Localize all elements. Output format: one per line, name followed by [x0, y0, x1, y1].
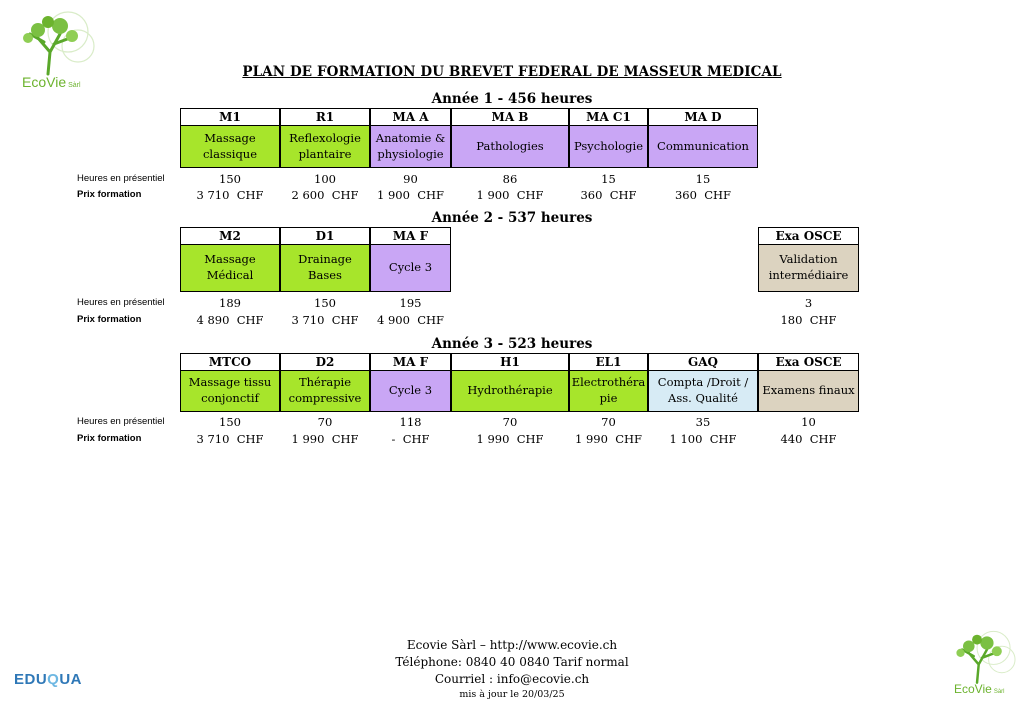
module-hours: 15	[601, 172, 616, 186]
module-price	[569, 432, 648, 446]
currency: CHF	[609, 188, 637, 202]
module-price	[648, 188, 758, 202]
module-price	[370, 432, 451, 446]
price-row-label: Prix formation	[77, 314, 142, 325]
module-price	[280, 313, 370, 327]
module-code: MA A	[370, 108, 451, 127]
price-value: 1 990	[574, 432, 608, 446]
module-hours: 118	[399, 415, 422, 429]
price-value: 3 710	[196, 432, 230, 446]
currency: CHF	[709, 432, 737, 446]
module-code: GAQ	[648, 353, 758, 372]
price-value: -	[391, 432, 396, 446]
module-code: Exa OSCE	[758, 227, 859, 246]
module-price	[180, 432, 280, 446]
module-code: M1	[180, 108, 280, 127]
module-name: Massage classique	[180, 125, 280, 168]
year-title: Année 1 - 456 heures	[431, 91, 593, 107]
ecovie-logo	[8, 8, 100, 94]
price-value: 4 890	[196, 313, 230, 327]
ecovie-logo-footer	[944, 628, 1020, 700]
currency: CHF	[516, 432, 544, 446]
module-code: H1	[451, 353, 569, 372]
module-hours: 150	[314, 296, 336, 310]
currency: CHF	[331, 432, 359, 446]
footer-updated: mis à jour le 20/03/25	[459, 689, 565, 700]
module-name: Massage Médical	[180, 244, 280, 292]
logo-brand: EcoVie Sàrl	[22, 74, 81, 90]
module-hours: 189	[219, 296, 241, 310]
page-title: PLAN DE FORMATION DU BREVET FEDERAL DE MASSEUR MEDICAL	[242, 64, 782, 80]
module-hours: 100	[314, 172, 336, 186]
module-name: Drainage Bases	[280, 244, 370, 292]
module-code: Exa OSCE	[758, 353, 859, 372]
module-hours: 86	[502, 172, 518, 186]
module-name: Pathologies	[451, 125, 569, 168]
module-price	[280, 188, 370, 202]
price-value: 1 900	[376, 188, 410, 202]
module-hours: 70	[601, 415, 616, 429]
price-value: 4 900	[376, 313, 410, 327]
currency: CHF	[417, 188, 445, 202]
module-code: EL1	[569, 353, 648, 372]
currency: CHF	[402, 432, 430, 446]
module-code: M2	[180, 227, 280, 246]
module-price	[569, 188, 648, 202]
currency: CHF	[331, 188, 359, 202]
module-name: Cycle 3	[370, 244, 451, 292]
module-hours: 90	[403, 172, 418, 186]
price-value: 2 600	[291, 188, 325, 202]
module-price	[180, 313, 280, 327]
logo-brand: EcoVie Sàrl	[954, 682, 1005, 696]
module-price	[758, 432, 859, 446]
tree-icon	[944, 628, 1020, 686]
price-row-label: Prix formation	[77, 189, 142, 200]
currency: CHF	[236, 188, 264, 202]
module-name: Psychologie	[569, 125, 648, 168]
module-name: Validation intermédiaire	[758, 244, 859, 292]
module-price	[758, 313, 859, 327]
price-value: 360	[674, 188, 697, 202]
module-hours: 70	[502, 415, 518, 429]
module-price	[280, 432, 370, 446]
price-value: 360	[580, 188, 603, 202]
year-title: Année 3 - 523 heures	[431, 336, 593, 352]
module-code: MA B	[451, 108, 569, 127]
module-code: D2	[280, 353, 370, 372]
currency: CHF	[704, 188, 732, 202]
price-value: 1 900	[476, 188, 510, 202]
module-code: MA F	[370, 227, 451, 246]
module-price	[180, 188, 280, 202]
price-value: 3 710	[196, 188, 230, 202]
module-price	[370, 313, 451, 327]
price-row-label: Prix formation	[77, 433, 142, 444]
currency: CHF	[516, 188, 544, 202]
module-name: Massage tissu conjonctif	[180, 370, 280, 412]
footer-email: Courriel : info@ecovie.ch	[434, 672, 590, 686]
module-name: Thérapie compressive	[280, 370, 370, 412]
footer-website: Ecovie Sàrl – http://www.ecovie.ch	[406, 638, 618, 652]
module-code: MTCO	[180, 353, 280, 372]
module-name: Reflexologie plantaire	[280, 125, 370, 168]
module-code: R1	[280, 108, 370, 127]
module-price	[451, 432, 569, 446]
module-code: MA D	[648, 108, 758, 127]
eduqua-logo: EDUQUA	[14, 671, 83, 688]
module-price	[648, 432, 758, 446]
module-code: MA F	[370, 353, 451, 372]
module-hours: 3	[804, 296, 813, 310]
currency: CHF	[417, 313, 445, 327]
currency: CHF	[236, 432, 264, 446]
hours-row-label: Heures en présentiel	[77, 297, 165, 308]
module-hours: 15	[695, 172, 711, 186]
module-name: Hydrothérapie	[451, 370, 569, 412]
currency: CHF	[809, 432, 837, 446]
hours-row-label: Heures en présentiel	[77, 173, 165, 184]
price-value: 3 710	[291, 313, 325, 327]
module-price	[370, 188, 451, 202]
currency: CHF	[615, 432, 643, 446]
currency: CHF	[236, 313, 264, 327]
module-name: Compta /Droit / Ass. Qualité	[648, 370, 758, 412]
hours-row-label: Heures en présentiel	[77, 416, 165, 427]
module-hours: 150	[219, 415, 241, 429]
module-hours: 195	[399, 296, 422, 310]
year-title: Année 2 - 537 heures	[431, 210, 593, 226]
footer-phone: Téléphone: 0840 40 0840 Tarif normal	[395, 655, 629, 669]
module-hours: 150	[219, 172, 241, 186]
currency: CHF	[809, 313, 837, 327]
module-name: Communication	[648, 125, 758, 168]
module-name: Anatomie & physiologie	[370, 125, 451, 168]
module-name: Electrothéra pie	[569, 370, 648, 412]
price-value: 1 100	[669, 432, 703, 446]
price-value: 180	[780, 313, 803, 327]
module-hours: 70	[317, 415, 333, 429]
price-value: 440	[780, 432, 803, 446]
module-name: Cycle 3	[370, 370, 451, 412]
currency: CHF	[331, 313, 359, 327]
price-value: 1 990	[476, 432, 510, 446]
price-value: 1 990	[291, 432, 325, 446]
module-price	[451, 188, 569, 202]
module-hours: 10	[801, 415, 816, 429]
module-code: D1	[280, 227, 370, 246]
module-code: MA C1	[569, 108, 648, 127]
module-hours: 35	[695, 415, 711, 429]
module-name: Examens finaux	[758, 370, 859, 412]
